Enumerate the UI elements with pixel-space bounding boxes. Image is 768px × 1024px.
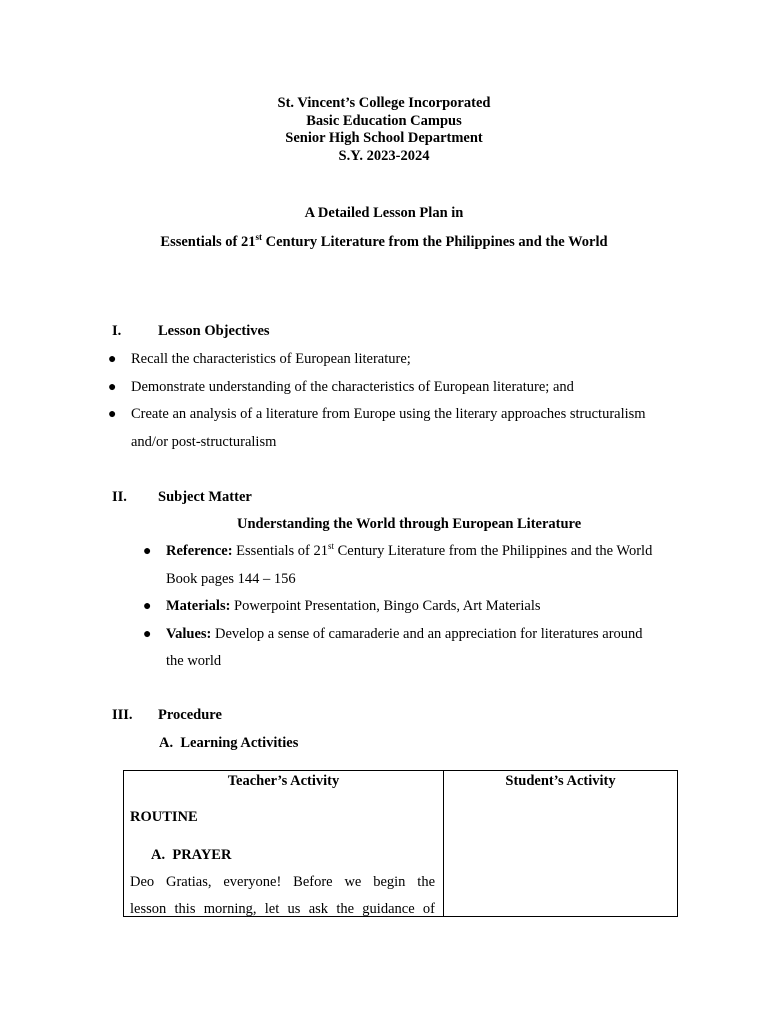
list-item xyxy=(108,374,691,402)
campus-name: Basic Education Campus xyxy=(306,112,462,129)
document-header xyxy=(0,95,768,165)
list-item-continuation xyxy=(166,648,686,676)
section-number: II. xyxy=(112,489,127,505)
objectives-list xyxy=(108,346,691,456)
list-item xyxy=(108,346,691,374)
course-title-post: Century Literature from the Philippines and the World xyxy=(261,234,608,250)
materials-text: Powerpoint Presentation, Bingo Cards, Art Materials xyxy=(230,598,541,614)
reference-sup: st xyxy=(328,541,335,552)
objective-text: Recall the characteristics of European literature; xyxy=(131,351,411,367)
teacher-activity-column xyxy=(124,771,444,916)
student-activity-column xyxy=(444,771,677,916)
section-title: Lesson Objectives xyxy=(158,323,270,339)
course-title-sup: st xyxy=(255,232,262,243)
bullet-icon: ● xyxy=(108,352,117,367)
routine-heading: ROUTINE xyxy=(130,809,198,825)
prayer-line: Deo Gratias, everyone! Before we begin the xyxy=(130,874,435,890)
section-title: Procedure xyxy=(158,707,222,723)
teacher-activity-header: Teacher’s Activity xyxy=(227,773,340,789)
student-activity-header: Student’s Activity xyxy=(505,773,616,789)
bullet-icon: ● xyxy=(108,407,117,422)
list-item xyxy=(143,593,686,621)
reference-pre: Essentials of 21 xyxy=(232,543,328,559)
list-item xyxy=(143,538,686,566)
values-label: Values: xyxy=(166,625,212,642)
activities-table xyxy=(123,770,678,917)
values-text: Develop a sense of camaraderie and an appreciation for literatures around xyxy=(211,625,643,642)
section-number: III. xyxy=(112,707,133,723)
section-number: I. xyxy=(112,323,122,339)
objective-text: Create an analysis of a literature from Europe using the literary approaches structuralism xyxy=(131,406,646,422)
list-item xyxy=(108,401,691,429)
subject-matter-list xyxy=(143,538,686,676)
list-item xyxy=(143,621,686,649)
list-item-continuation xyxy=(166,566,686,594)
bullet-icon: ● xyxy=(143,544,152,559)
course-title xyxy=(0,234,768,251)
objective-text: and/or post-structuralism xyxy=(131,433,277,450)
section-title: Subject Matter xyxy=(158,489,252,505)
prayer-heading: A. PRAYER xyxy=(151,847,232,863)
bullet-icon: ● xyxy=(143,599,152,614)
subject-matter-subtitle: Understanding the World through European Literature xyxy=(237,516,582,532)
values-line2: the world xyxy=(166,653,222,669)
bullet-icon: ● xyxy=(143,626,152,642)
reference-label: Reference: xyxy=(166,543,233,559)
course-title-pre: Essentials of 21 xyxy=(160,234,256,250)
objective-text: Demonstrate understanding of the characteristics of European literature; and xyxy=(131,378,574,395)
reference-line2: Book pages 144 – 156 xyxy=(166,570,296,587)
learning-activities-heading: A. Learning Activities xyxy=(159,735,299,751)
list-item-continuation xyxy=(131,429,691,457)
reference-post: Century Literature from the Philippines and the World xyxy=(334,543,653,559)
department-name: Senior High School Department xyxy=(285,130,483,146)
materials-label: Materials: xyxy=(166,598,231,614)
school-year: S.Y. 2023-2024 xyxy=(338,147,430,164)
prayer-line: lesson this morning, let us ask the guidance of xyxy=(130,901,435,917)
institution-name: St. Vincent’s College Incorporated xyxy=(277,95,491,111)
lesson-plan-title: A Detailed Lesson Plan in xyxy=(304,205,464,221)
bullet-icon: ● xyxy=(108,379,117,395)
prayer-text xyxy=(130,869,435,923)
